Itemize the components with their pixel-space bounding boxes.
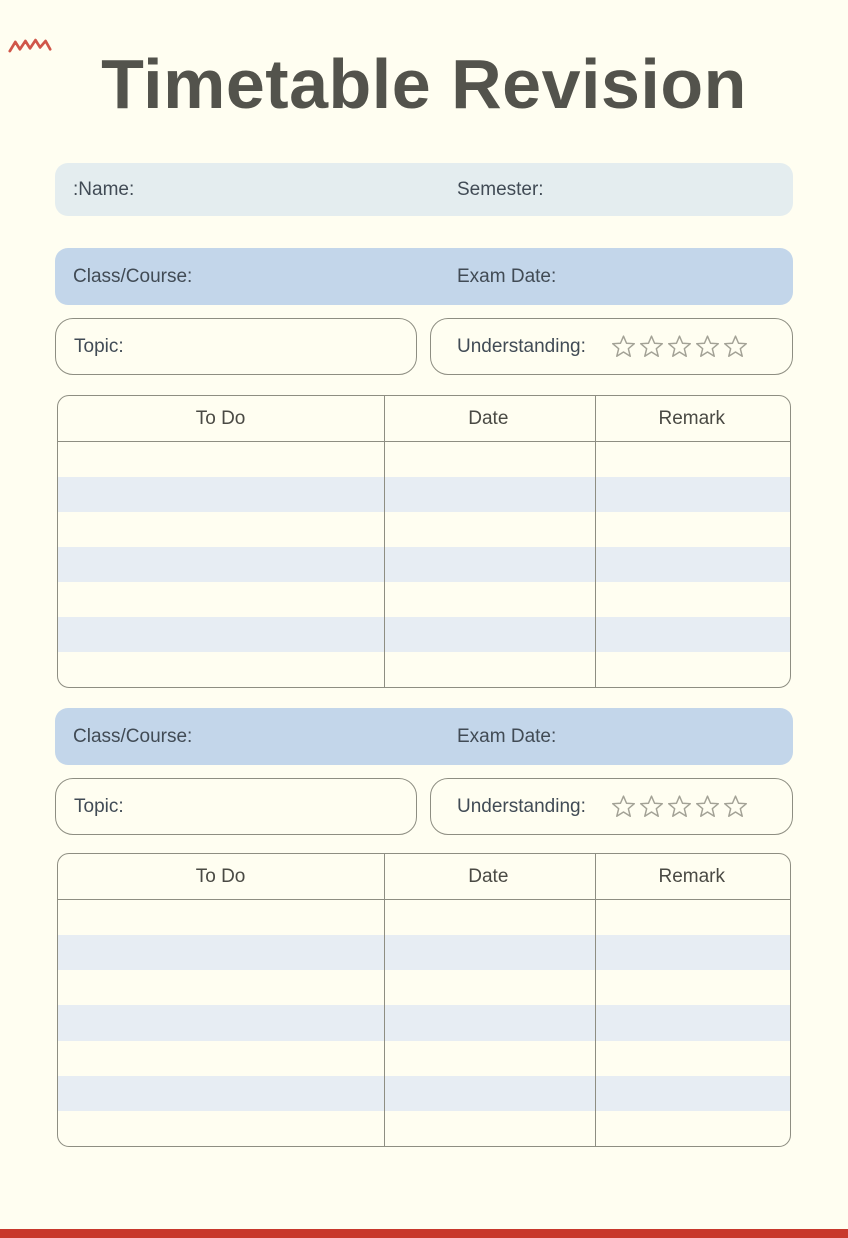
table-row[interactable] xyxy=(58,1005,790,1040)
table-row[interactable] xyxy=(58,1111,790,1146)
table-row[interactable] xyxy=(58,477,790,512)
name-field-label: :Name: xyxy=(73,178,135,200)
table-header-date: Date xyxy=(468,407,509,429)
table-row[interactable] xyxy=(58,970,790,1005)
star-icon[interactable] xyxy=(694,793,721,820)
topic-label: Topic: xyxy=(74,795,124,817)
corner-scribble-decoration xyxy=(8,38,52,55)
column-divider xyxy=(384,854,385,1146)
exam-date-label: Exam Date: xyxy=(457,725,557,747)
table-header-todo: To Do xyxy=(195,407,246,429)
star-icon[interactable] xyxy=(722,333,749,360)
topic-field[interactable] xyxy=(55,318,417,375)
table-row[interactable] xyxy=(58,1076,790,1111)
star-icon[interactable] xyxy=(638,333,665,360)
table-row[interactable] xyxy=(58,935,790,970)
column-divider xyxy=(595,396,596,687)
star-icon[interactable] xyxy=(666,333,693,360)
class-course-label: Class/Course: xyxy=(73,265,193,287)
topic-understanding-row xyxy=(55,778,793,835)
worksheet xyxy=(55,38,793,1147)
column-divider xyxy=(384,396,385,687)
revision-table xyxy=(57,395,791,688)
understanding-label: Understanding: xyxy=(457,795,586,817)
bottom-edge-decoration xyxy=(0,1229,848,1238)
topic-field[interactable] xyxy=(55,778,417,835)
table-header-remark: Remark xyxy=(658,407,726,429)
table-row[interactable] xyxy=(58,1041,790,1076)
table-row[interactable] xyxy=(58,547,790,582)
page-title: Timetable Revision xyxy=(101,44,747,123)
exam-date-label: Exam Date: xyxy=(457,265,557,287)
class-course-bar[interactable] xyxy=(55,708,793,765)
table-row[interactable] xyxy=(58,512,790,547)
table-header-date: Date xyxy=(468,865,509,887)
table-header-todo: To Do xyxy=(195,865,246,887)
star-icon[interactable] xyxy=(638,793,665,820)
star-icon[interactable] xyxy=(666,793,693,820)
class-course-bar[interactable] xyxy=(55,248,793,305)
table-body xyxy=(58,900,790,1146)
star-icon[interactable] xyxy=(722,793,749,820)
table-row[interactable] xyxy=(58,442,790,477)
star-icon[interactable] xyxy=(610,333,637,360)
understanding-label: Understanding: xyxy=(457,335,586,357)
column-divider xyxy=(595,854,596,1146)
table-header-row xyxy=(58,854,790,900)
table-header-row xyxy=(58,396,790,442)
semester-field-label: Semester: xyxy=(457,178,544,200)
topic-label: Topic: xyxy=(74,335,124,357)
star-icon[interactable] xyxy=(610,793,637,820)
star-rating xyxy=(610,793,749,820)
star-rating xyxy=(610,333,749,360)
table-row[interactable] xyxy=(58,582,790,617)
understanding-field[interactable] xyxy=(430,778,793,835)
revision-table xyxy=(57,853,791,1147)
understanding-field[interactable] xyxy=(430,318,793,375)
table-body xyxy=(58,442,790,687)
topic-understanding-row xyxy=(55,318,793,375)
table-row[interactable] xyxy=(58,900,790,935)
table-row[interactable] xyxy=(58,617,790,652)
star-icon[interactable] xyxy=(694,333,721,360)
class-course-label: Class/Course: xyxy=(73,725,193,747)
name-semester-bar[interactable] xyxy=(55,163,793,216)
table-header-remark: Remark xyxy=(658,865,726,887)
table-row[interactable] xyxy=(58,652,790,687)
